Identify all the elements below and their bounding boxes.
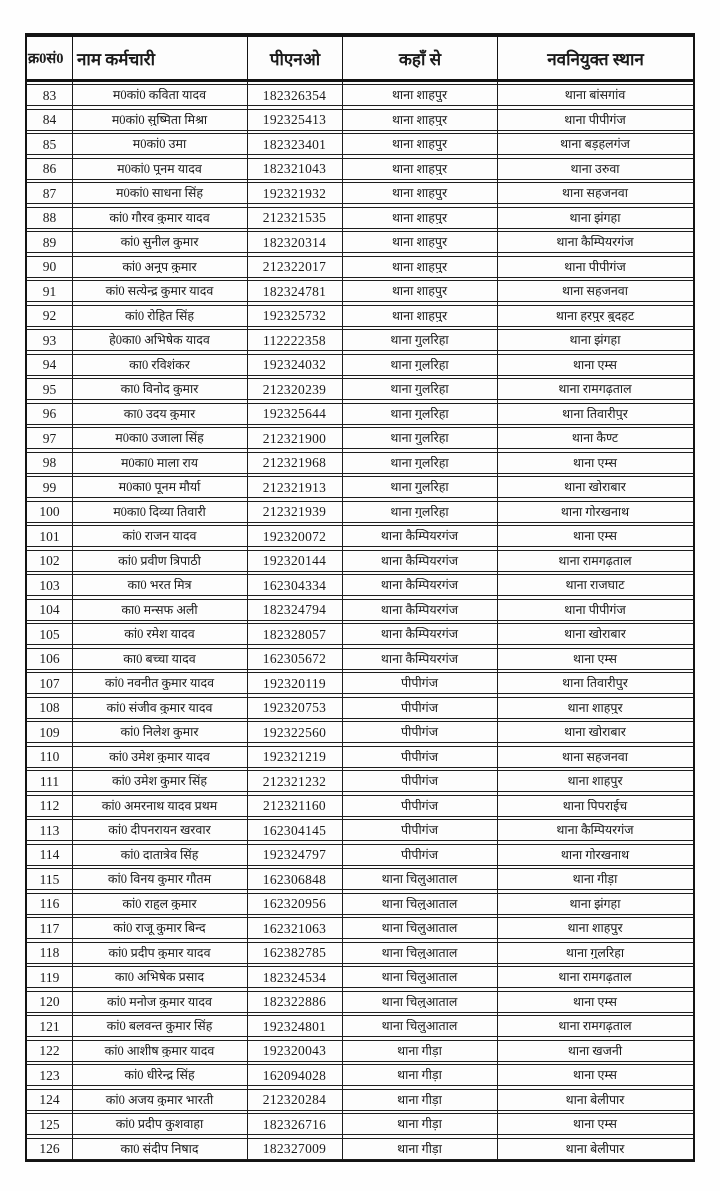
pno-cell: 162305672 xyxy=(262,651,327,666)
pno-cell: 182328057 xyxy=(262,626,327,642)
name-cell: कां0 प्रदीप कुमार यादव xyxy=(108,945,211,960)
from-cell: थाना शाहपुर xyxy=(391,161,448,176)
table-row xyxy=(27,893,693,915)
table-header-row xyxy=(25,33,695,82)
column-divider xyxy=(247,82,248,1160)
from-cell: थाना गुलरिहा xyxy=(390,480,449,494)
header-pno: पीएनओ xyxy=(247,37,342,79)
pno-cell: 182324534 xyxy=(262,969,327,985)
from-cell: पीपीगंज xyxy=(401,774,438,788)
to-cell: थाना खोराबार xyxy=(564,480,626,494)
from-cell: थाना चिलुआताल xyxy=(381,921,458,935)
name-cell: कां0 नवनीत कुमार यादव xyxy=(104,676,215,690)
to-cell: थाना बेलीपार xyxy=(565,1092,625,1107)
name-cell: म0कां0 सुष्मिता मिश्रा xyxy=(111,112,208,127)
pno-cell: 192324801 xyxy=(262,1018,327,1034)
pno-cell: 212320239 xyxy=(262,381,327,397)
serial-cell: 97 xyxy=(42,430,57,446)
table-row xyxy=(27,1015,693,1037)
from-cell: थाना चिलुआताल xyxy=(381,1019,458,1033)
name-cell: कां0 धीरेन्द्र सिंह xyxy=(124,1068,195,1082)
name-cell: म0का0 पूनम मौर्या xyxy=(118,480,201,494)
serial-cell: 106 xyxy=(39,651,60,666)
pno-cell: 162382785 xyxy=(262,945,327,960)
pno-cell: 192321932 xyxy=(262,185,327,201)
column-divider xyxy=(342,82,343,1160)
pno-cell: 192322560 xyxy=(262,724,327,740)
name-cell: का0 रविशंकर xyxy=(129,357,190,372)
table-row xyxy=(27,697,693,719)
name-cell: कां0 आशीष कुमार यादव xyxy=(104,1043,215,1058)
name-cell: कां0 अनूप कुमार xyxy=(122,259,197,274)
table-row xyxy=(27,1113,693,1135)
serial-cell: 95 xyxy=(42,381,57,397)
to-cell: थाना गुलरिहा xyxy=(565,945,625,960)
to-cell: थाना रामगढ़ताल xyxy=(558,970,632,984)
column-divider xyxy=(72,82,73,1160)
pno-cell: 212320284 xyxy=(262,1092,327,1107)
name-cell: का0 मन्सफ अली xyxy=(121,602,198,617)
from-cell: थाना गीड़ा xyxy=(397,1043,442,1058)
table-row xyxy=(27,231,693,253)
from-cell: थाना कैम्पियरगंज xyxy=(380,578,459,592)
pno-cell: 192325732 xyxy=(262,308,327,323)
serial-cell: 92 xyxy=(42,308,57,323)
table-row xyxy=(27,1040,693,1062)
name-cell: कां0 मनोज कुमार यादव xyxy=(107,994,212,1009)
from-cell: थाना गुलरिहा xyxy=(390,455,449,470)
pno-cell: 182321043 xyxy=(262,161,327,176)
to-cell: थाना सहजनवा xyxy=(561,284,628,298)
pno-cell: 212321900 xyxy=(262,430,327,446)
name-cell: कां0 राजू कुमार बिन्द xyxy=(113,921,206,935)
serial-cell: 85 xyxy=(42,136,57,152)
to-cell: थाना तिवारीपुर xyxy=(562,406,628,421)
to-cell: थाना कैण्ट xyxy=(571,431,619,445)
pno-cell: 192320144 xyxy=(262,553,327,568)
table-row xyxy=(27,721,693,743)
to-cell: थाना सहजनवा xyxy=(561,749,628,764)
pno-cell: 182324794 xyxy=(262,602,327,617)
serial-cell: 117 xyxy=(39,920,60,936)
from-cell: थाना कैम्पियरगंज xyxy=(380,602,459,617)
table-row xyxy=(27,256,693,278)
to-cell: थाना एम्स xyxy=(573,1117,617,1131)
pno-cell: 212321939 xyxy=(262,504,327,519)
from-cell: थाना चिलुआताल xyxy=(381,896,458,911)
pno-cell: 192324032 xyxy=(262,357,327,372)
pno-cell: 182320314 xyxy=(262,234,327,250)
to-cell: थाना गीड़ा xyxy=(572,872,618,886)
name-cell: कां0 सुनील कुमार xyxy=(120,235,199,249)
pno-cell: 162306848 xyxy=(262,871,327,887)
serial-cell: 126 xyxy=(39,1141,60,1156)
serial-cell: 110 xyxy=(39,749,60,764)
table-row xyxy=(27,476,693,498)
header-from-where: कहाँ से xyxy=(342,37,497,79)
table-row xyxy=(27,182,693,204)
to-cell: थाना झंगहा xyxy=(569,896,621,911)
table-row xyxy=(27,280,693,302)
table-row xyxy=(27,819,693,841)
serial-cell: 90 xyxy=(42,259,57,274)
table-row xyxy=(27,329,693,351)
serial-cell: 116 xyxy=(39,896,60,911)
to-cell: थाना पीपीगंज xyxy=(564,112,626,127)
to-cell: थाना एम्स xyxy=(573,455,617,470)
pno-cell: 192320072 xyxy=(262,528,327,544)
name-cell: कां0 प्रदीप कुशवाहा xyxy=(115,1117,204,1131)
from-cell: थाना कैम्पियरगंज xyxy=(380,529,459,543)
serial-cell: 108 xyxy=(39,700,60,715)
pno-cell: 212321535 xyxy=(262,210,327,225)
to-cell: थाना एम्स xyxy=(573,1068,617,1082)
serial-cell: 103 xyxy=(39,577,60,593)
table-row xyxy=(27,354,693,376)
name-cell: का0 बच्चा यादव xyxy=(123,651,196,666)
serial-cell: 118 xyxy=(39,945,60,960)
serial-cell: 83 xyxy=(42,87,57,103)
pno-cell: 112222358 xyxy=(263,332,326,348)
serial-cell: 98 xyxy=(42,455,57,470)
serial-cell: 121 xyxy=(39,1018,60,1034)
from-cell: थाना गीड़ा xyxy=(397,1068,442,1082)
from-cell: पीपीगंज xyxy=(401,798,438,813)
table-row xyxy=(27,1089,693,1111)
name-cell: कां0 निलेश कुमार xyxy=(120,725,199,739)
pno-cell: 192325413 xyxy=(262,112,327,127)
pno-cell: 182322886 xyxy=(262,994,327,1009)
pno-cell: 192321219 xyxy=(262,749,327,764)
to-cell: थाना एम्स xyxy=(573,994,617,1009)
table-row xyxy=(27,84,693,106)
table-row xyxy=(27,158,693,180)
from-cell: थाना शाहपुर xyxy=(391,210,448,225)
name-cell: का0 उदय कुमार xyxy=(123,406,196,421)
pno-cell: 162321063 xyxy=(262,920,327,936)
pno-cell: 182324781 xyxy=(262,283,327,299)
serial-cell: 88 xyxy=(42,210,57,225)
pno-cell: 192325644 xyxy=(262,406,327,421)
header-employee-name: नाम कर्मचारी xyxy=(72,37,247,79)
name-cell: म0कां0 उमा xyxy=(132,137,187,151)
table-row xyxy=(27,207,693,229)
from-cell: पीपीगंज xyxy=(401,823,438,837)
from-cell: पीपीगंज xyxy=(401,676,438,690)
from-cell: थाना गीड़ा xyxy=(397,1092,442,1107)
serial-cell: 124 xyxy=(39,1092,60,1107)
name-cell: कां0 विनय कुमार गौतम xyxy=(107,872,212,886)
from-cell: थाना शाहपुर xyxy=(391,186,448,200)
name-cell: कां0 अमरनाथ यादव प्रथम xyxy=(101,798,218,813)
serial-cell: 112 xyxy=(39,798,60,813)
serial-cell: 104 xyxy=(39,602,60,617)
name-cell: कां0 रमेश यादव xyxy=(124,627,195,641)
serial-cell: 89 xyxy=(42,234,57,250)
name-cell: कां0 उमेश कुमार यादव xyxy=(109,749,210,764)
to-cell: थाना रामगढ़ताल xyxy=(558,382,632,396)
name-cell: म0कां0 साधना सिंह xyxy=(116,186,203,200)
table-row xyxy=(27,770,693,792)
serial-cell: 101 xyxy=(39,528,60,544)
name-cell: म0कां0 कविता यादव xyxy=(112,88,207,102)
from-cell: थाना चिलुआताल xyxy=(381,994,458,1009)
to-cell: थाना राजघाट xyxy=(565,578,625,592)
table-row xyxy=(27,305,693,327)
serial-cell: 125 xyxy=(39,1116,60,1132)
pno-cell: 182327009 xyxy=(262,1141,327,1156)
pno-cell: 212322017 xyxy=(262,259,327,274)
to-cell: थाना झंगहा xyxy=(569,333,621,347)
to-cell: थाना शाहपुर xyxy=(567,921,623,935)
table-row xyxy=(27,109,693,131)
table-row xyxy=(27,966,693,988)
serial-cell: 94 xyxy=(42,357,57,372)
table-row xyxy=(27,991,693,1013)
table-row xyxy=(27,403,693,425)
serial-cell: 99 xyxy=(42,479,57,495)
name-cell: कां0 रोहित सिंह xyxy=(124,308,194,323)
table-row xyxy=(27,648,693,670)
pno-cell: 182323401 xyxy=(262,136,327,152)
to-cell: थाना बांसगांव xyxy=(564,88,626,102)
table-row xyxy=(27,746,693,768)
from-cell: थाना गुलरिहा xyxy=(390,382,449,396)
to-cell: थाना हरपुर बुदहट xyxy=(555,308,635,323)
table-row xyxy=(27,378,693,400)
to-cell: थाना पीपीगंज xyxy=(564,602,626,617)
name-cell: का0 भरत मित्र xyxy=(127,578,192,592)
name-cell: कां0 दातात्रेव सिंह xyxy=(120,847,199,862)
from-cell: थाना चिलुआताल xyxy=(381,945,458,960)
to-cell: थाना एम्स xyxy=(573,651,617,666)
to-cell: थाना कैम्पियरगंज xyxy=(556,235,634,249)
serial-cell: 111 xyxy=(39,773,60,789)
from-cell: थाना गुलरिहा xyxy=(390,406,449,421)
from-cell: थाना गुलरिहा xyxy=(390,333,449,347)
table-row xyxy=(27,452,693,474)
name-cell: का0 संदीप निषाद xyxy=(120,1141,199,1156)
pno-cell: 212321968 xyxy=(262,455,327,470)
name-cell: म0कां0 पूनम यादव xyxy=(117,161,202,176)
to-cell: थाना उरुवा xyxy=(570,161,620,176)
transfer-table xyxy=(25,33,695,1162)
name-cell: का0 अभिषेक प्रसाद xyxy=(114,970,205,984)
from-cell: थाना शाहपुर xyxy=(391,235,448,249)
to-cell: थाना रामगढ़ताल xyxy=(558,1019,632,1033)
from-cell: पीपीगंज xyxy=(401,749,438,764)
to-cell: थाना खोराबार xyxy=(564,627,626,641)
from-cell: थाना शाहपुर xyxy=(391,112,448,127)
from-cell: थाना गीड़ा xyxy=(397,1117,442,1131)
pno-cell: 182326716 xyxy=(262,1116,327,1132)
name-cell: कां0 गौरव कुमार यादव xyxy=(109,210,210,225)
table-row xyxy=(27,942,693,964)
serial-cell: 87 xyxy=(42,185,57,201)
to-cell: थाना खजनी xyxy=(567,1043,623,1058)
table-row xyxy=(27,623,693,645)
from-cell: थाना गुलरिहा xyxy=(390,357,449,372)
name-cell: कां0 प्रवीण त्रिपाठी xyxy=(118,553,201,568)
name-cell: म0का0 दिव्या तिवारी xyxy=(113,504,206,519)
serial-cell: 120 xyxy=(39,994,60,1009)
table-row xyxy=(27,844,693,866)
table-row xyxy=(27,1138,693,1160)
pno-cell: 192324797 xyxy=(262,847,327,862)
serial-cell: 122 xyxy=(39,1043,60,1058)
pno-cell: 162320956 xyxy=(262,896,327,911)
table-row xyxy=(27,501,693,523)
serial-cell: 86 xyxy=(42,161,57,176)
name-cell: का0 विनोद कुमार xyxy=(120,382,199,396)
pno-cell: 212321160 xyxy=(263,798,326,813)
pno-cell: 212321913 xyxy=(262,479,327,495)
from-cell: थाना गुलरिहा xyxy=(390,431,449,445)
to-cell: थाना पीपीगंज xyxy=(564,259,626,274)
serial-cell: 91 xyxy=(42,283,57,299)
from-cell: थाना शाहपुर xyxy=(391,137,448,151)
serial-cell: 84 xyxy=(42,112,57,127)
from-cell: थाना चिलुआताल xyxy=(381,970,458,984)
column-divider xyxy=(497,82,498,1160)
name-cell: म0का0 उजाला सिंह xyxy=(115,431,204,445)
from-cell: थाना कैम्पियरगंज xyxy=(380,651,459,666)
table-row xyxy=(27,133,693,155)
header-newly-posted-place: नवनियुक्त स्थान xyxy=(497,37,693,79)
to-cell: थाना शाहपुर xyxy=(567,774,623,788)
serial-cell: 96 xyxy=(42,406,57,421)
table-row xyxy=(27,795,693,817)
to-cell: थाना शाहपुर xyxy=(567,700,623,715)
name-cell: म0का0 माला राय xyxy=(120,455,199,470)
header-serial-number: क्र0सं0 xyxy=(28,51,64,67)
serial-cell: 113 xyxy=(39,822,60,838)
pno-cell: 192320119 xyxy=(263,675,326,691)
to-cell: थाना बड़हलगंज xyxy=(560,137,630,151)
name-cell: कां0 राहुल कुमार xyxy=(122,896,197,911)
table-row xyxy=(27,917,693,939)
from-cell: थाना चिलुआताल xyxy=(381,872,458,886)
table-body xyxy=(25,82,695,1162)
from-cell: पीपीगंज xyxy=(401,725,438,739)
name-cell: कां0 अजय कुमार भारती xyxy=(105,1092,214,1107)
to-cell: थाना झंगहा xyxy=(569,210,621,225)
from-cell: थाना शाहपुर xyxy=(391,308,448,323)
from-cell: थाना शाहपुर xyxy=(391,284,448,298)
table-row xyxy=(27,427,693,449)
table-row xyxy=(27,1064,693,1086)
serial-cell: 100 xyxy=(39,504,60,519)
serial-cell: 119 xyxy=(39,969,60,985)
table-row xyxy=(27,672,693,694)
serial-cell: 109 xyxy=(39,724,60,740)
name-cell: कां0 दीपनरायन खरवार xyxy=(108,823,211,837)
serial-cell: 102 xyxy=(39,553,60,568)
to-cell: थाना एम्स xyxy=(573,529,617,543)
serial-cell: 114 xyxy=(39,847,60,862)
pno-cell: 162304334 xyxy=(262,577,327,593)
serial-cell: 115 xyxy=(39,871,60,887)
from-cell: थाना कैम्पियरगंज xyxy=(380,553,459,568)
to-cell: थाना खोराबार xyxy=(564,725,626,739)
to-cell: थाना पिपराईच xyxy=(562,798,628,813)
to-cell: थाना सहजनवा xyxy=(561,186,628,200)
name-cell: हे0का0 अभिषेक यादव xyxy=(109,333,210,347)
from-cell: थाना कैम्पियरगंज xyxy=(380,627,459,641)
name-cell: कां0 सत्येन्द्र कुमार यादव xyxy=(105,284,214,298)
pno-cell: 162304145 xyxy=(262,822,327,838)
name-cell: कां0 उमेश कुमार सिंह xyxy=(111,774,208,788)
from-cell: पीपीगंज xyxy=(401,847,438,862)
to-cell: थाना तिवारीपुर xyxy=(562,676,628,690)
to-cell: थाना एम्स xyxy=(573,357,617,372)
table-row xyxy=(27,525,693,547)
table-row xyxy=(27,599,693,621)
name-cell: कां0 बलवन्त कुमार सिंह xyxy=(106,1019,213,1033)
from-cell: थाना शाहपुर xyxy=(391,88,448,102)
serial-cell: 105 xyxy=(39,626,60,642)
serial-cell: 93 xyxy=(42,332,57,348)
name-cell: कां0 संजीव कुमार यादव xyxy=(106,700,213,715)
pno-cell: 162094028 xyxy=(262,1067,327,1083)
serial-cell: 107 xyxy=(39,675,60,691)
table-row xyxy=(27,550,693,572)
table-row xyxy=(27,574,693,596)
pno-cell: 192320043 xyxy=(262,1043,327,1058)
to-cell: थाना गोरखनाथ xyxy=(560,504,630,519)
from-cell: थाना गीड़ा xyxy=(397,1141,442,1156)
pno-cell: 192320753 xyxy=(262,700,327,715)
from-cell: पीपीगंज xyxy=(401,700,438,715)
to-cell: थाना गोरखनाथ xyxy=(560,847,630,862)
to-cell: थाना रामगढ़ताल xyxy=(558,553,632,568)
to-cell: थाना बेलीपार xyxy=(565,1141,625,1156)
to-cell: थाना कैम्पियरगंज xyxy=(556,823,634,837)
table-row xyxy=(27,868,693,890)
from-cell: थाना शाहपुर xyxy=(391,259,448,274)
serial-cell: 123 xyxy=(39,1067,60,1083)
pno-cell: 182326354 xyxy=(262,87,327,103)
pno-cell: 212321232 xyxy=(262,773,327,789)
from-cell: थाना गुलरिहा xyxy=(390,504,449,519)
name-cell: कां0 राजन यादव xyxy=(122,529,197,543)
